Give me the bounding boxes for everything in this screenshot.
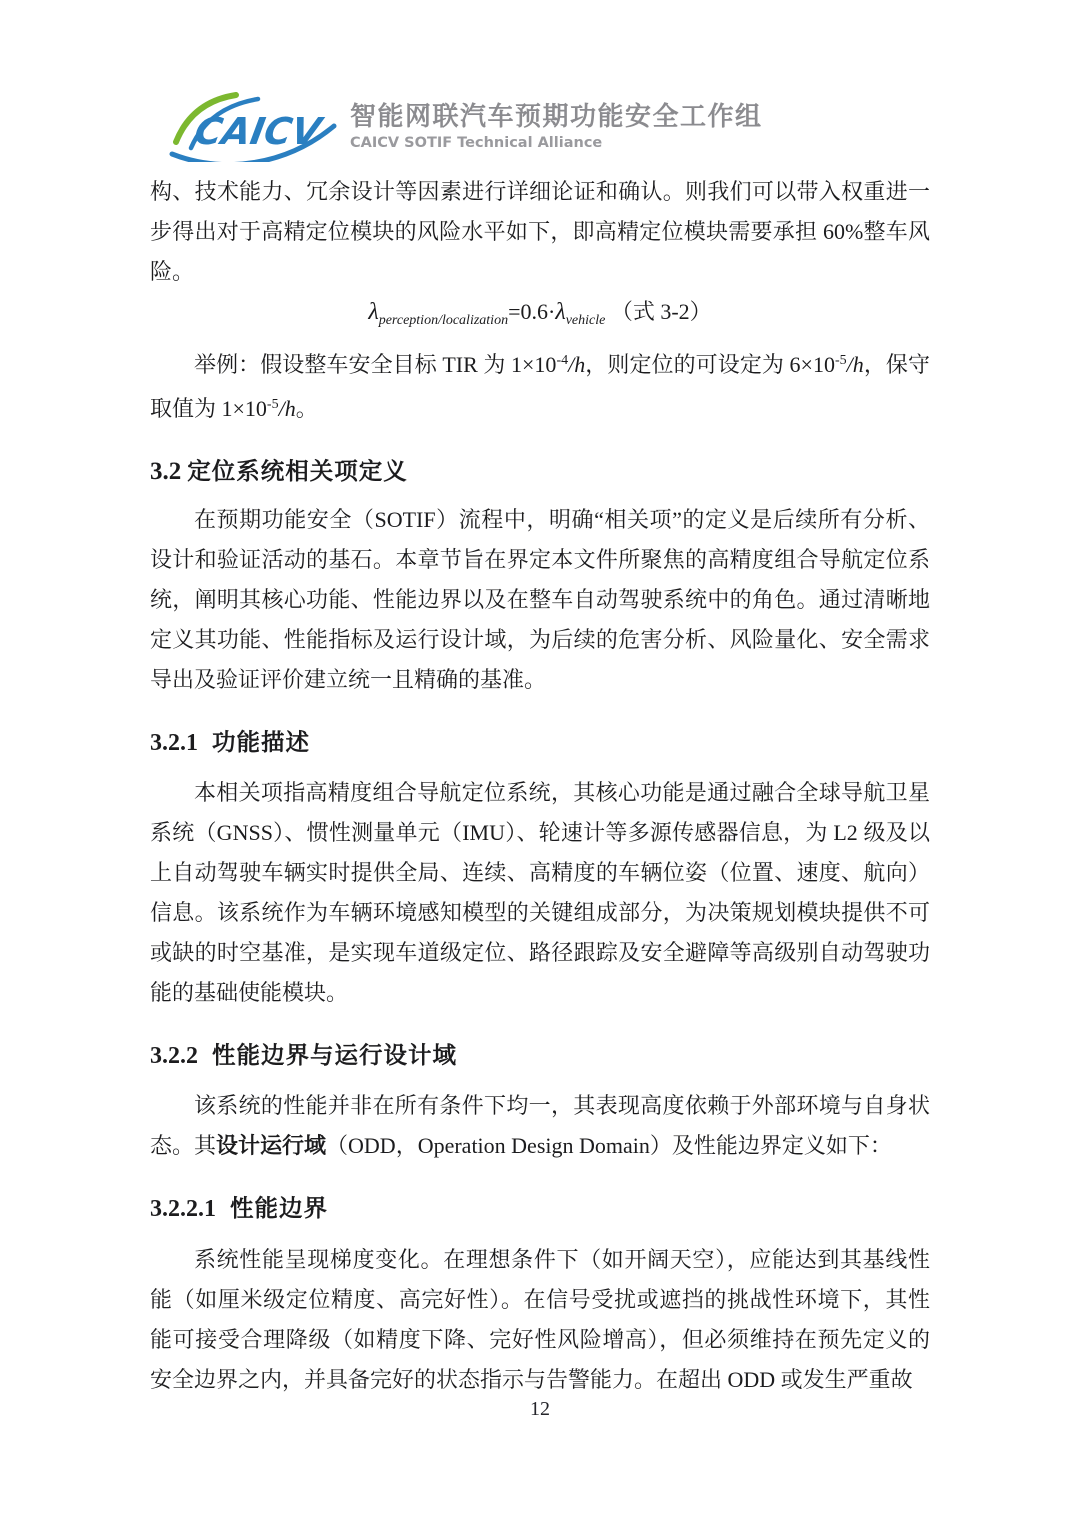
example-per-hour-3: /h: [278, 396, 296, 421]
odd-run-1: 该系统的性能并非在所有条件下均一，其表现高度依赖于外部环境与自身状态。其: [150, 1093, 930, 1158]
paragraph-example-tir: [150, 341, 930, 429]
formula-lambda-1: λ: [368, 299, 379, 325]
paragraph-3-2-intro: 在预期功能安全（SOTIF）流程中，明确“相关项”的定义是后续所有分析、设计和验证活动的基石。本章节旨在界定本文件所聚焦的高精度组合导航定位系统，阐明其核心功能、性能边界以及在整车自动驾驶系统中的角色。通过清晰地定义其功能、性能指标及运行设计域，为后续的危害分析、风险量化、安全需求导出及验证评价建立统一且精确的基准。: [150, 507, 930, 692]
logo-acronym-text: CAICV: [191, 109, 325, 153]
heading-3-2-2-1: [150, 1188, 930, 1232]
example-per-hour-2: /h: [846, 352, 864, 377]
heading-3-2-2-1-number: 3.2.2.1: [150, 1196, 216, 1222]
paragraph-function-description: 本相关项指高精度组合导航定位系统，其核心功能是通过融合全球导航卫星系统（GNSS）、惯性测量单元（IMU）、轮速计等多源传感器信息，为 L2 级及以上自动驾驶车辆实时提供全局、连续、高精度的车辆位姿（位置、速度、航向）信息。该系统作为车辆环境感知模型的关键组成部分，为决策规划模块提供不可或缺的时空基准，是实现车道级定位、路径跟踪及安全避障等高级别自动驾驶功能的基础使能模块。: [150, 780, 930, 1005]
formula-lambda-2: λ: [555, 299, 566, 325]
example-run-2: ，则定位的可设定为 6×10: [585, 352, 835, 377]
heading-3-2: [150, 451, 930, 492]
org-name-chinese: 智能网联汽车预期功能安全工作组: [350, 101, 763, 132]
example-run-1: 举例：假设整车安全目标 TIR 为 1×10: [194, 352, 557, 377]
example-run-3: ，保守取值为 1×10: [150, 352, 930, 421]
formula-label: （式 3-2）: [610, 299, 712, 324]
caicv-logo-icon: [168, 92, 340, 162]
paragraph-risk-weight: 构、技术能力、冗余设计等因素进行详细论证和确认。则我们可以带入权重进一步得出对于高精定位模块的风险水平如下，即高精定位模块需要承担 60%整车风险。: [150, 179, 930, 284]
org-name-english: CAICV SOTIF Technical Alliance: [350, 134, 603, 151]
heading-3-2-1: [150, 722, 930, 765]
odd-run-2: （ODD，Operation Design Domain）及性能边界定义如下：: [326, 1133, 892, 1158]
paragraph-odd-definition: [150, 1086, 930, 1166]
heading-3-2-1-number: 3.2.1: [150, 730, 198, 756]
heading-3-2-2-title: 性能边界与运行设计域: [212, 1041, 457, 1069]
header: [168, 92, 930, 162]
paragraph-performance-boundary: 系统性能呈现梯度变化。在理想条件下（如开阔天空），应能达到其基线性能（如厘米级定位精度、高完好性）。在信号受扰或遮挡的挑战性环境下，其性能可接受合理降级（如精度下降、完好性风险增高），但必须维持在预先定义的安全边界之内，并具备完好的状态指示与告警能力。在超出 ODD 或发生严重故: [150, 1247, 930, 1392]
example-superscript-3: -5: [266, 397, 279, 412]
heading-3-2-2: [150, 1035, 930, 1078]
organization-name: [350, 102, 763, 153]
page-number: 12: [530, 1398, 550, 1420]
heading-3-2-1-title: 功能描述: [212, 728, 310, 756]
heading-3-2-title: 定位系统相关项定义: [187, 457, 408, 485]
formula-3-2: [150, 292, 930, 341]
odd-bold-term: 设计运行域: [216, 1133, 327, 1158]
heading-3-2-2-number: 3.2.2: [150, 1043, 198, 1069]
heading-3-2-2-1-title: 性能边界: [230, 1194, 328, 1222]
example-superscript-2: -5: [834, 353, 847, 368]
formula-mid: =0.6·: [508, 299, 556, 324]
heading-3-2-number: 3.2: [150, 458, 182, 485]
formula-subscript-1: perception/localization: [378, 313, 509, 328]
example-superscript-1: -4: [556, 353, 569, 368]
formula-subscript-2: vehicle: [565, 313, 606, 328]
caicv-logo: [168, 92, 340, 162]
example-run-4: 。: [295, 396, 318, 421]
example-per-hour-1: /h: [568, 352, 586, 377]
